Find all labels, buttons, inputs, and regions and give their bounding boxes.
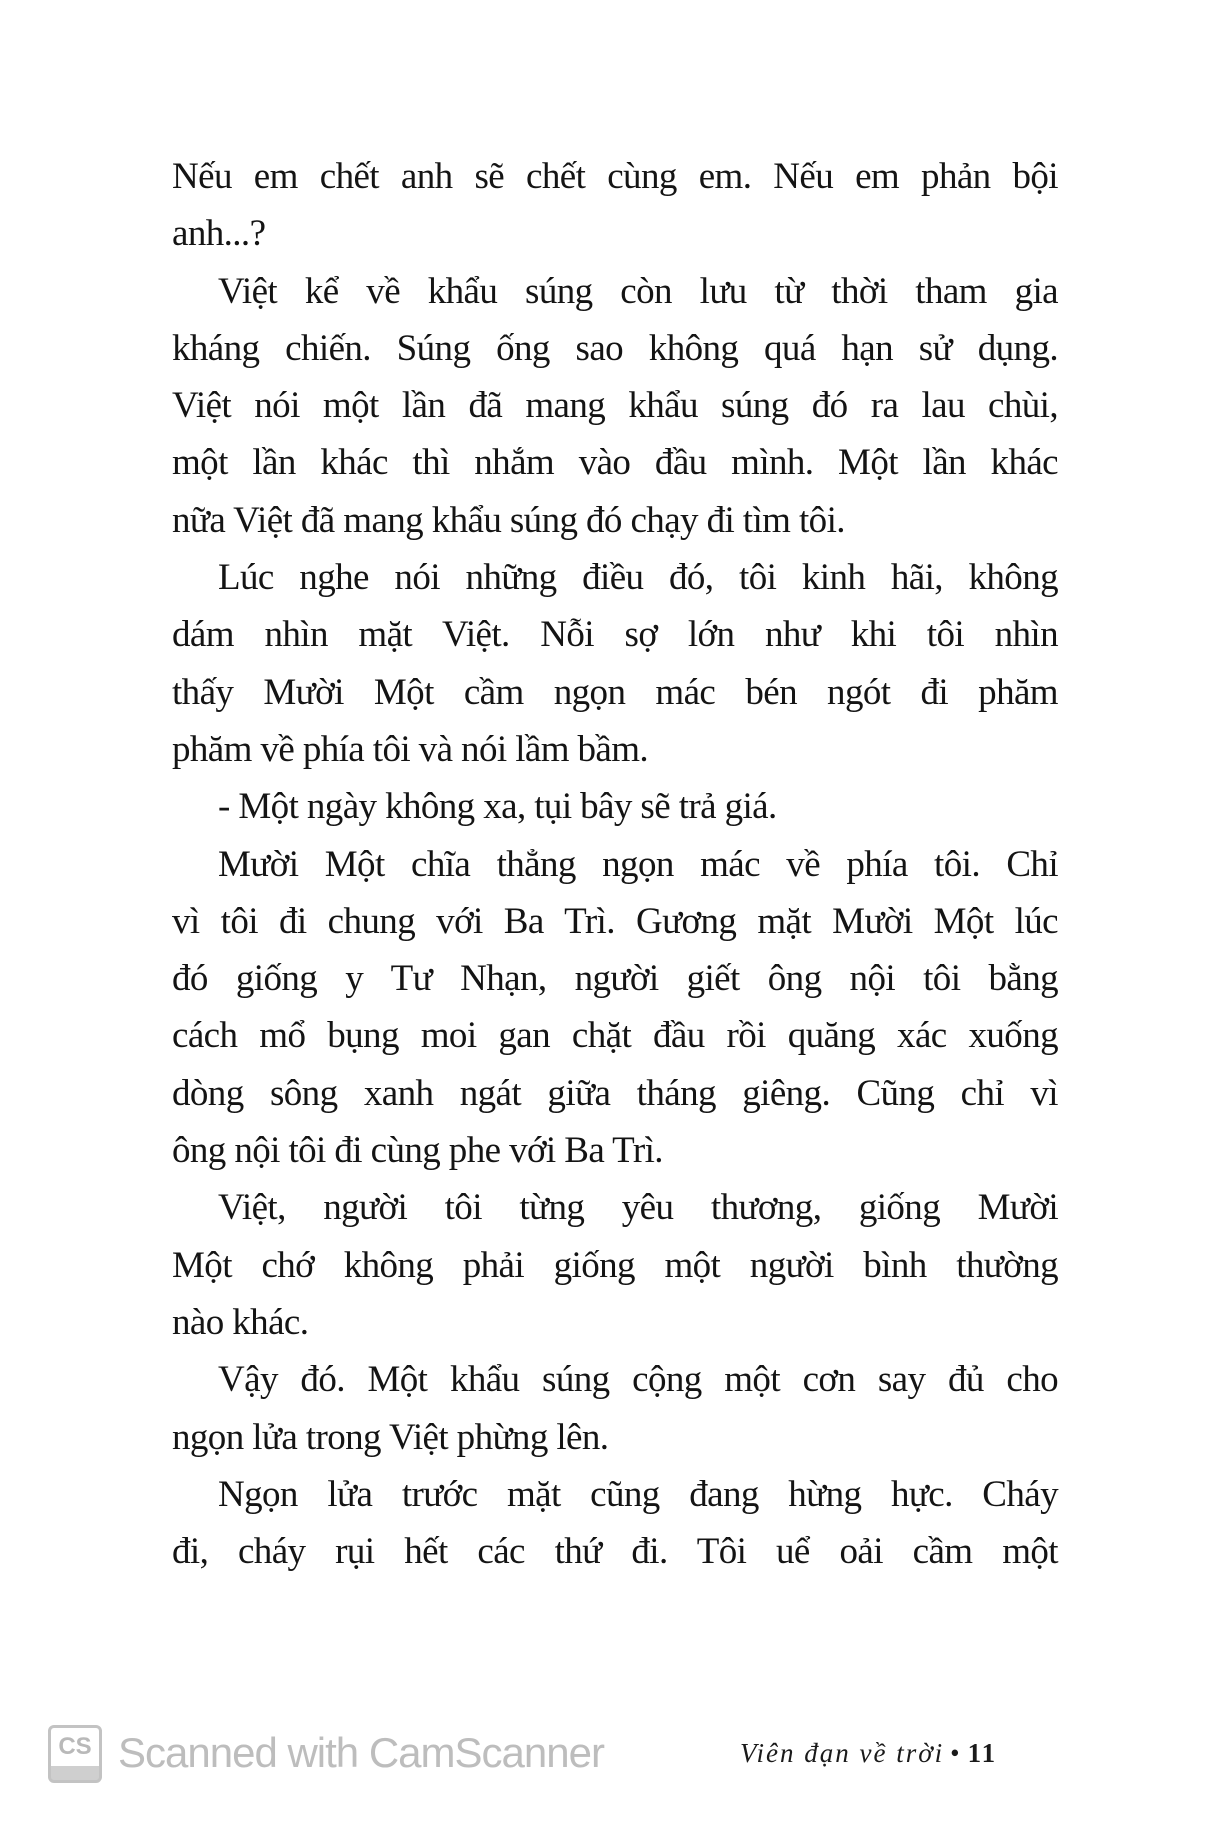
text-line: anh...? [172,213,266,255]
page-footer [0,1715,1216,1795]
bullet-separator: • [950,1738,962,1768]
camscanner-logo-icon [48,1725,102,1783]
book-title: Viên đạn về trời [740,1738,945,1768]
text-line: Vậy đó. Một khẩu súng cộng một cơn say đủ cho [218,1359,1058,1401]
page-number: 11 [967,1738,998,1768]
text-line: ông nội tôi đi cùng phe với Ba Trì. [172,1130,663,1172]
text-line: đó giống y Tư Nhạn, người giết ông nội tôi bằng [172,958,1058,1000]
text-line: một lần khác thì nhắm vào đầu mình. Một lần khác [172,442,1058,484]
text-line: Lúc nghe nói những điều đó, tôi kinh hãi, không [218,557,1058,599]
text-line: dòng sông xanh ngát giữa tháng giêng. Cũng chỉ vì [172,1072,1058,1114]
text-line: cách mổ bụng moi gan chặt đầu rồi quăng xác xuống [172,1015,1058,1057]
text-line: nào khác. [172,1301,309,1343]
text-line: kháng chiến. Súng ống sao không quá hạn sử dụng. [172,327,1058,369]
dialogue-line: - Một ngày không xa, tụi bây sẽ trả giá. [218,786,777,828]
text-line: Mười Một chĩa thẳng ngọn mác về phía tôi. Chỉ [218,843,1058,885]
text-line: dám nhìn mặt Việt. Nỗi sợ lớn như khi tôi nhìn [172,614,1058,656]
text-line: vì tôi đi chung với Ba Trì. Gương mặt Mười Một lúc [172,900,1058,942]
camscanner-logo-text: CS [51,1728,99,1766]
text-line: Ngọn lửa trước mặt cũng đang hừng hực. Cháy [218,1473,1058,1515]
text-line: Việt kể về khẩu súng còn lưu từ thời tham gia [218,270,1058,312]
text-line: Việt, người tôi từng yêu thương, giống Mười [218,1187,1058,1229]
text-line: phăm về phía tôi và nói lầm bầm. [172,728,649,770]
text-line: đi, cháy rụi hết các thứ đi. Tôi uể oải cầm một [172,1531,1058,1573]
camscanner-watermark: Scanned with CamScanner [118,1729,604,1776]
running-title [740,1733,997,1773]
text-line: thấy Mười Một cầm ngọn mác bén ngót đi phăm [172,671,1058,713]
text-line: Nếu em chết anh sẽ chết cùng em. Nếu em phản bội [172,156,1058,197]
text-line: ngọn lửa trong Việt phừng lên. [172,1416,609,1458]
page-body [172,148,1058,1580]
text-line: nữa Việt đã mang khẩu súng đó chạy đi tìm tôi. [172,499,845,541]
text-line: Một chớ không phải giống một người bình thường [172,1244,1058,1286]
text-line: Việt nói một lần đã mang khẩu súng đó ra lau chùi, [172,385,1058,427]
